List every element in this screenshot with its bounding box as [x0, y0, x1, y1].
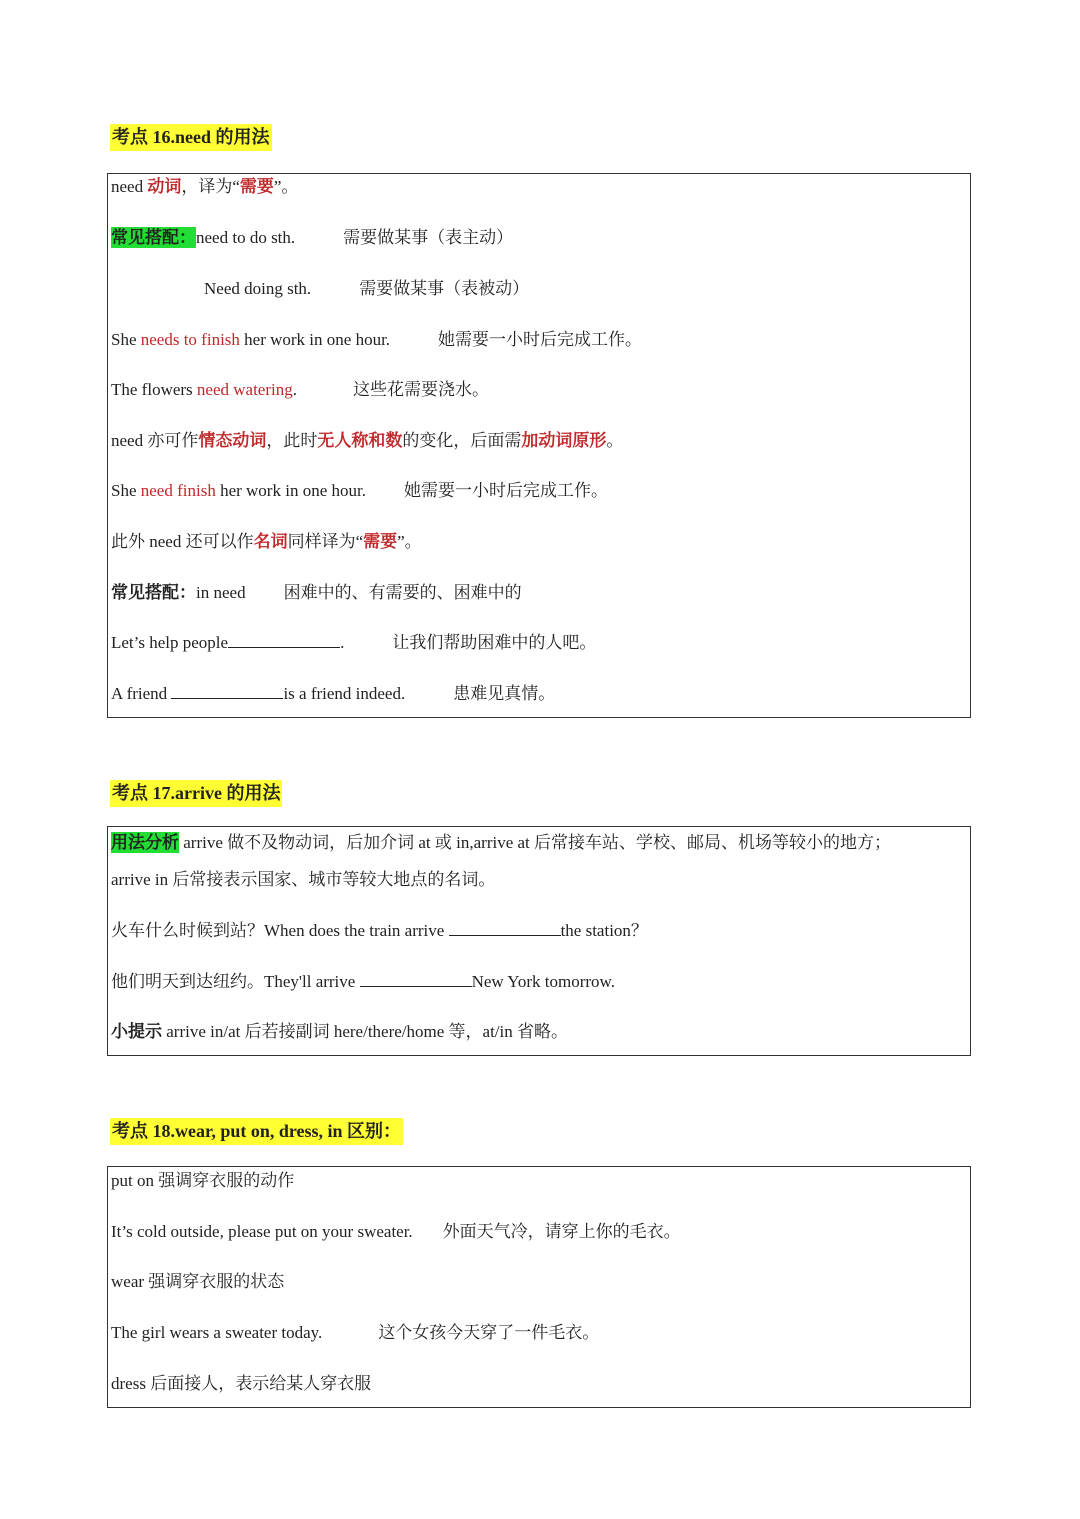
collocation-line-3	[111, 582, 522, 604]
highlight-text: 名词	[253, 532, 288, 551]
text: need to do sth.	[196, 228, 296, 247]
text: 让我们帮助困难中的人吧。	[392, 633, 597, 652]
exercise-line-3	[111, 920, 648, 942]
text: wear 强调穿衣服的状态	[111, 1272, 285, 1291]
section-17-box	[107, 826, 971, 1056]
section-16-heading: 考点 16.need 的用法	[110, 124, 272, 151]
text: New York tomorrow.	[471, 972, 615, 991]
highlight-text: 加动词原形	[521, 431, 607, 450]
wear-example-line	[111, 1322, 599, 1344]
highlight-text: 情态动词	[198, 431, 267, 450]
fill-blank	[171, 684, 283, 699]
text: 。	[606, 431, 624, 450]
section-16-box	[107, 173, 971, 718]
text: her work in one hour.	[215, 481, 366, 500]
example-line-2	[111, 379, 489, 401]
collocation-line-1	[111, 227, 513, 249]
text: 患难见真情。	[453, 684, 556, 703]
highlight-text: 动词	[147, 177, 182, 196]
text: She	[111, 481, 141, 500]
highlight-text: need watering	[196, 380, 293, 399]
collocation-tag: 常见搭配：	[111, 583, 196, 602]
text: 需要做某事（表主动）	[343, 228, 514, 247]
text: need 亦可作	[111, 431, 199, 450]
text: 他们明天到达纽约。They'll arrive	[111, 972, 360, 991]
text: arrive in/at 后若接副词 here/there/home 等，at/in 省略。	[162, 1022, 569, 1041]
highlight-text: 需要	[363, 532, 398, 551]
text: need	[111, 177, 148, 196]
text: 火车什么时候到站？When does the train arrive	[111, 921, 449, 940]
noun-line	[111, 531, 422, 553]
text: 她需要一小时后完成工作。	[403, 481, 608, 500]
exercise-line-2	[111, 683, 555, 705]
text: ”。	[273, 177, 299, 196]
dress-line	[111, 1373, 371, 1395]
exercise-line-4	[111, 971, 615, 993]
text: A friend	[111, 684, 172, 703]
section-18-box	[107, 1166, 971, 1408]
usage-analysis-tag: 用法分析	[111, 833, 179, 852]
text: arrive 做不及物动词，后加介词 at 或 in,arrive at 后常接车站、学校、邮局、机场等较小的地方；	[179, 833, 892, 852]
text: 外面天气冷，请穿上你的毛衣。	[442, 1222, 681, 1241]
text: 她需要一小时后完成工作。	[438, 330, 643, 349]
put-on-example-line	[111, 1221, 681, 1243]
text: She	[111, 330, 141, 349]
text: is a friend indeed.	[283, 684, 406, 703]
wear-line	[111, 1271, 284, 1293]
text: the station？	[560, 921, 648, 940]
tip-tag: 小提示	[111, 1022, 162, 1041]
text: 此外 need 还可以作	[111, 532, 254, 551]
fill-blank	[360, 972, 472, 987]
fill-blank	[228, 633, 340, 648]
section-17-heading: 考点 17.arrive 的用法	[110, 780, 282, 807]
text: her work in one hour.	[239, 330, 391, 349]
text: Let’s help people	[111, 633, 229, 652]
example-line-3	[111, 480, 608, 502]
text: The girl wears a sweater today.	[111, 1323, 323, 1342]
modal-verb-line	[111, 430, 623, 452]
text: .	[340, 633, 345, 652]
text: 需要做某事（表被动）	[359, 279, 530, 298]
usage-analysis-line	[111, 832, 891, 854]
highlight-text: 需要	[239, 177, 274, 196]
text: ”。	[397, 532, 422, 551]
text: 的变化，后面需	[402, 431, 522, 450]
text: It’s cold outside, please put on your sweater.	[111, 1222, 413, 1241]
text: 这个女孩今天穿了一件毛衣。	[378, 1323, 600, 1342]
fill-blank	[449, 921, 561, 936]
text: dress 后面接人，表示给某人穿衣服	[111, 1374, 372, 1393]
put-on-line	[111, 1170, 294, 1192]
text: 这些花需要浇水。	[353, 380, 489, 399]
tip-line	[111, 1021, 568, 1043]
text: put on 强调穿衣服的动作	[111, 1171, 295, 1190]
exercise-line-1	[111, 632, 596, 654]
text: The flowers	[111, 380, 197, 399]
need-verb-line	[111, 176, 298, 198]
text: in need	[196, 583, 246, 602]
example-line-1	[111, 329, 642, 351]
collocation-line-2	[204, 278, 529, 300]
text: 困难中的、有需要的、困难中的	[283, 583, 522, 602]
text: .	[292, 380, 297, 399]
text: Need doing sth.	[204, 279, 312, 298]
section-18-heading: 考点 18.wear, put on, dress, in 区别：	[110, 1118, 403, 1145]
usage-analysis-line-2	[111, 869, 495, 891]
text: ，此时	[266, 431, 318, 450]
highlight-text: needs to finish	[140, 330, 240, 349]
text: ，译为“	[181, 177, 240, 196]
collocation-tag: 常见搭配：	[111, 228, 196, 247]
highlight-text: 无人称和数	[317, 431, 403, 450]
text: arrive in 后常接表示国家、城市等较大地点的名词。	[111, 870, 496, 889]
text: 同样译为“	[287, 532, 364, 551]
highlight-text: need finish	[140, 481, 216, 500]
